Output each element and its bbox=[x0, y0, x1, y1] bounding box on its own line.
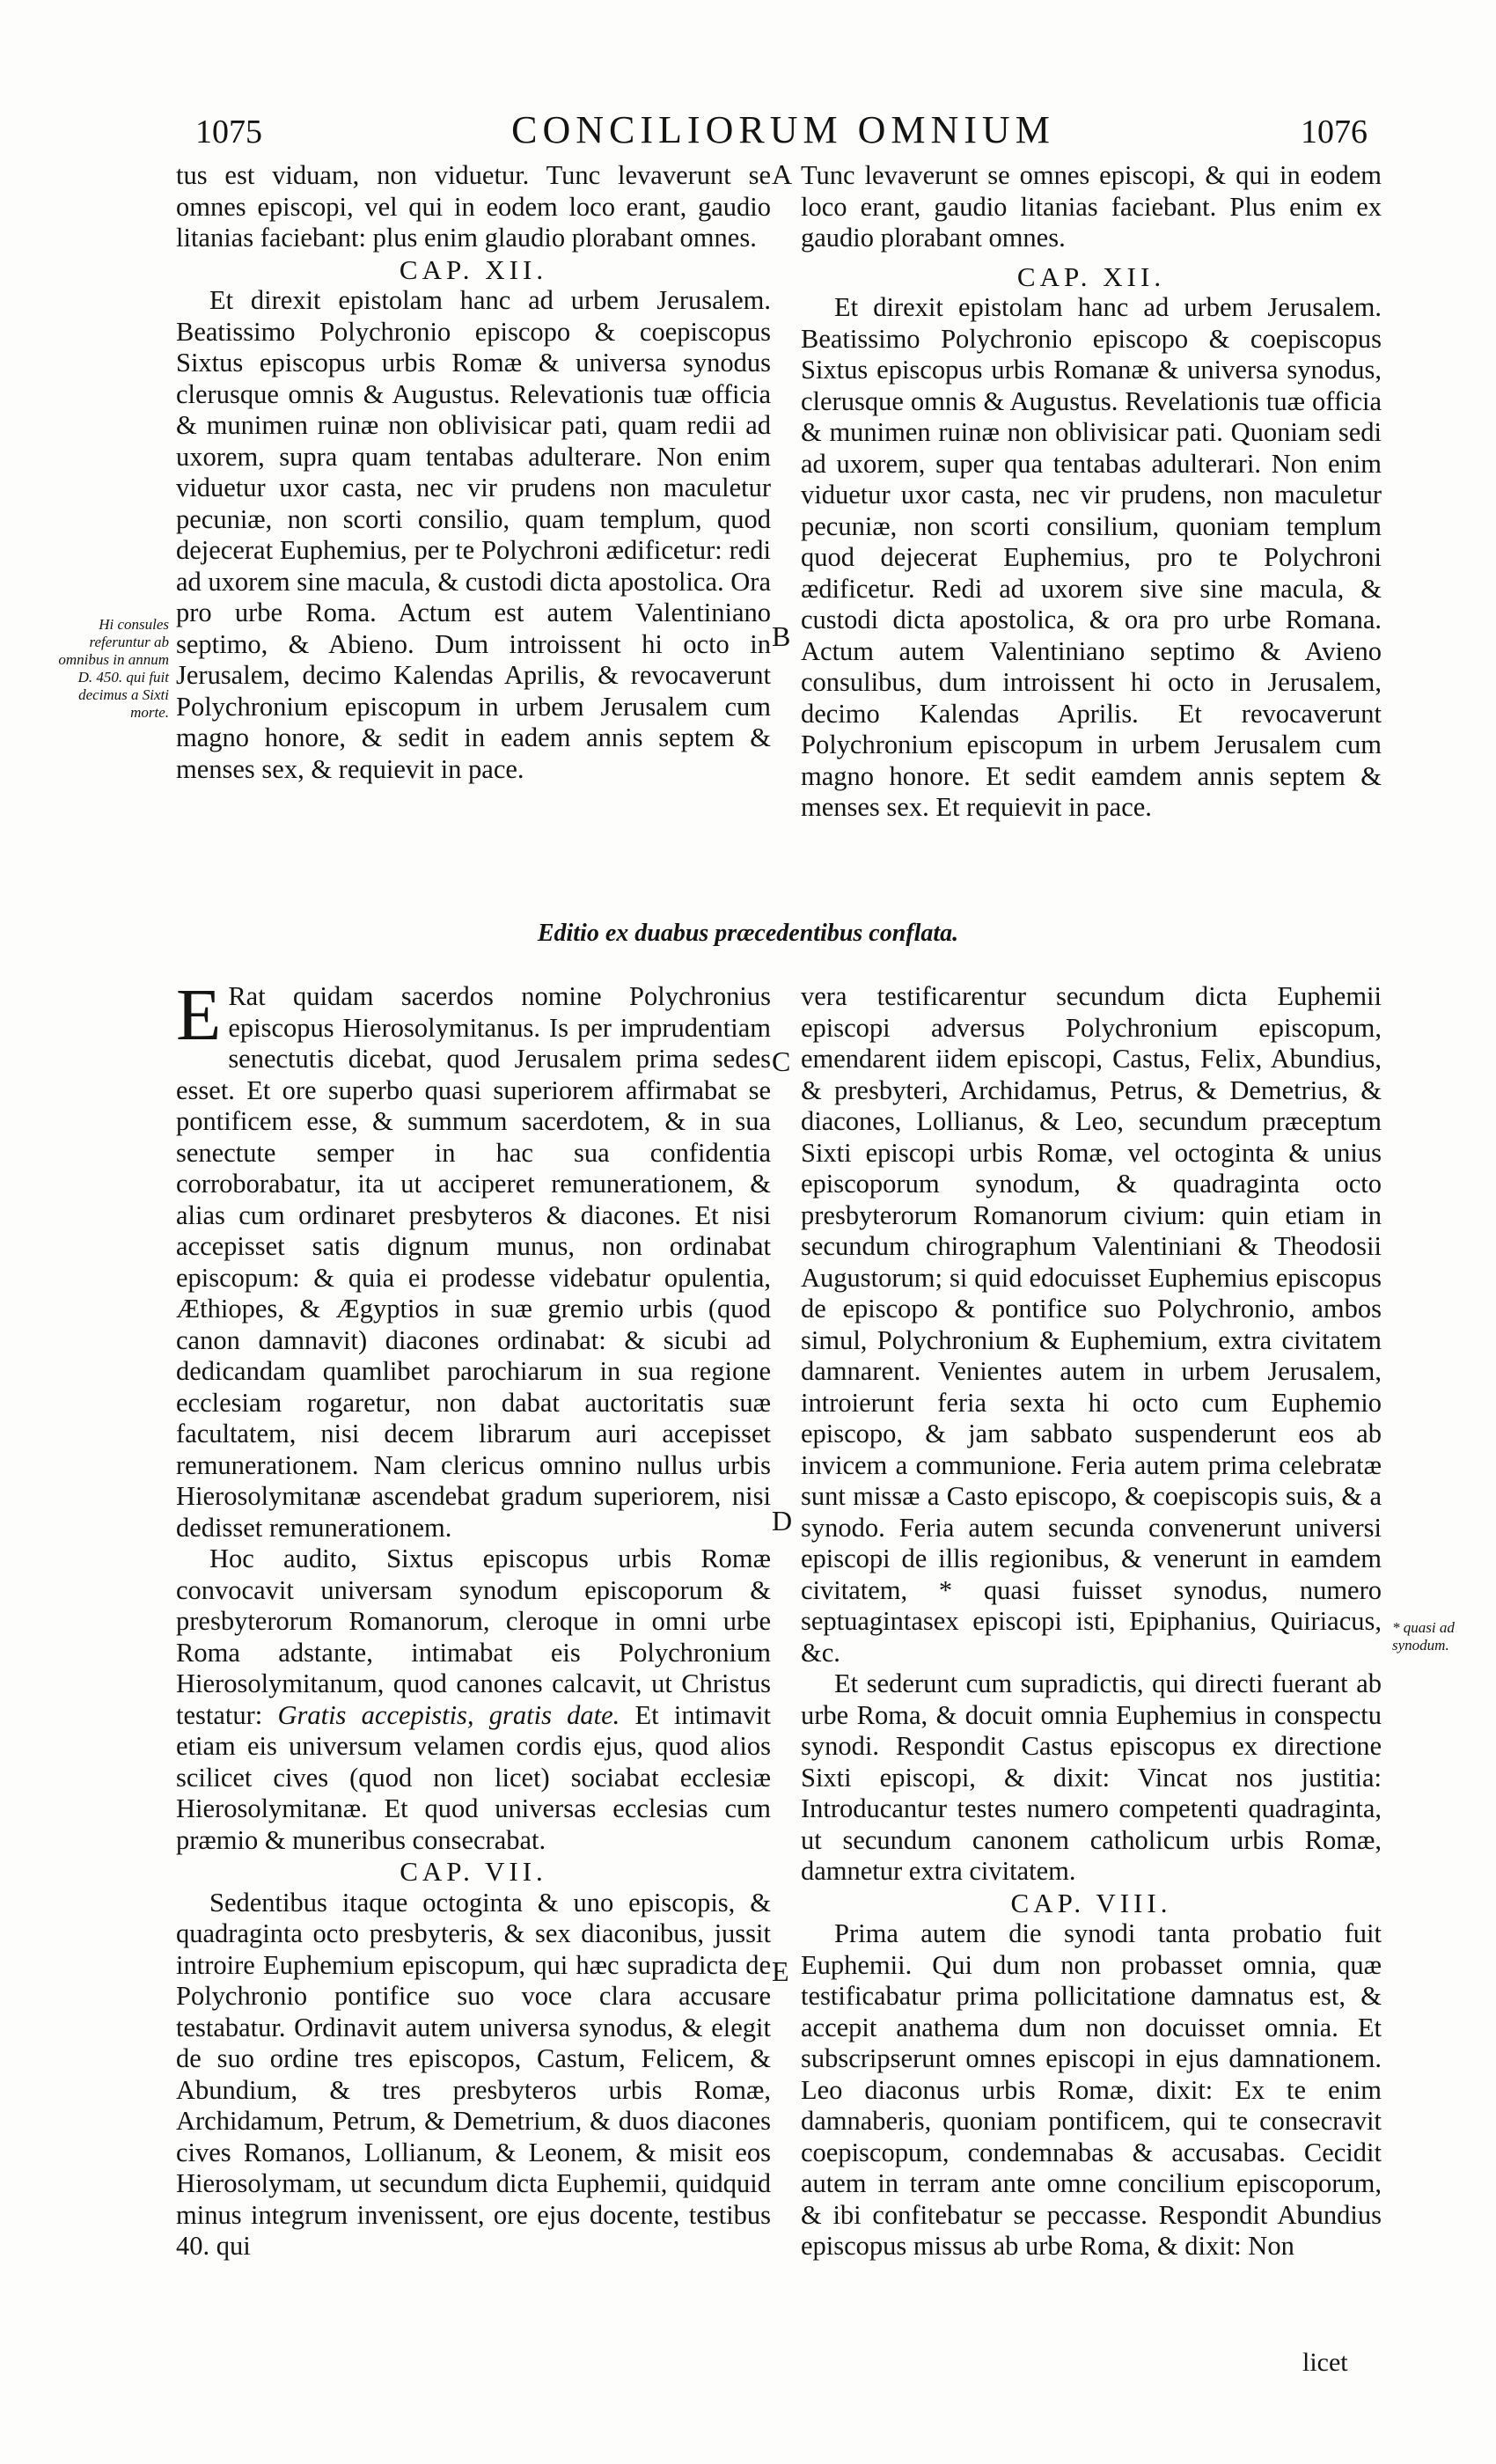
paragraph: tus est viduam, non viduetur. Tunc levaverunt se omnes episcopi, vel qui in eodem loco erant, gaudio litanias faciebant: plus enim glaudio plorabant omnes. bbox=[176, 160, 771, 253]
chapter-heading: CAP. VII. bbox=[400, 1856, 547, 1887]
paragraph: Tunc levaverunt se omnes episcopi, & qui in eodem loco erant, gaudio litanias faciebant. Plus enim ex gaudio plorabant omnes. bbox=[801, 160, 1382, 253]
edition-title: Editio ex duabus præcedentibus conflata. bbox=[537, 920, 959, 947]
section-letter-a: A bbox=[772, 158, 793, 190]
paragraph: Et direxit epistolam hanc ad urbem Jerusalem. Beatissimo Polychronio episcopo & coepiscopus Sixtus episcopus urbis Romanæ & universa synodus, clerusque omnis & Augustus. Revelationis tuæ officia & munimen ruinæ non oblivisicar pati. Quoniam sedi ad uxorem, super qua tentabas adulterari. Non enim viduetur uxor casta, nec vir prudens, non maculetur pecuniæ, non scorti consilium, quoniam templum quod dejecerat Euphemius, pro te Polychroni ædificetur. Redi ad uxorem sive sine macula, & custodi dicta apostolica, & ora pro urbe Romana. Actum autem Valentiniano septimo & Avieno consulibus, dum introissent hi octo in Jerusalem, decimo Kalendas Aprilis. Et revocaverunt Polychronium episcopum in urbem Jerusalem cum magno honore. Et sedit eamdem annis septem & menses sex. Et requievit in pace. bbox=[801, 292, 1382, 822]
paragraph: Et sederunt cum supradictis, qui directi fuerant ab urbe Roma, & docuit omnia Euphemius in conspectu synodi. Respondit Castus episcopus ex directione Sixti episcopi, & dixit: Vincat nos justitia: Introducantur testes numero competenti quadraginta, ut secundum canonem catholicum urbis Romæ, damnetur extra civitatem. bbox=[801, 1668, 1382, 1886]
scripture-quote: Gratis accepistis, gratis date. bbox=[277, 1699, 620, 1730]
page-number-left: 1075 bbox=[195, 114, 262, 150]
margin-note-left: Hi consules referuntur ab omnibus in annum D. 450. qui fuit decimus a Sixti morte. bbox=[58, 616, 169, 721]
catchword: licet bbox=[1302, 2348, 1348, 2377]
section-letter-c: C bbox=[772, 1045, 791, 1077]
margin-note-right: * quasi ad synodum. bbox=[1392, 1619, 1455, 1654]
left-column-bottom bbox=[176, 974, 771, 2262]
paragraph bbox=[176, 974, 771, 1544]
section-letter-e: E bbox=[772, 1955, 789, 1987]
chapter-heading: CAP. XII. bbox=[1016, 260, 1166, 292]
paragraph: Sedentibus itaque octoginta & uno episcopis, & quadraginta octo presbyteris, & sex diaconibus, jussit introire Euphemium episcopum, qui hæc supradicta de Polychronio pontifice suo voce clara accusare testabatur. Ordinavit autem universa synodus, & elegit de suo ordine tres episcopos, Castum, Felicem, & Abundium, & tres presbyteros urbis Romæ, Archidamum, Petrum, & Demetrium, & duos diacones cives Romanos, Lollianum, & Leonem, & misit eos Hierosolymam, ut secundum dicta Euphemii, quidquid minus integrum invenissent, ore ejus docente, testibus 40. qui bbox=[176, 1887, 771, 2261]
chapter-heading: CAP. XII. bbox=[399, 253, 548, 285]
page-number-right: 1076 bbox=[1301, 114, 1368, 150]
section-letter-b: B bbox=[772, 620, 791, 652]
left-column-top bbox=[176, 160, 771, 785]
paragraph: Et direxit epistolam hanc ad urbem Jerusalem. Beatissimo Polychronio episcopo & coepiscopus Sixtus episcopus urbis Romæ & universa synodus clerusque omnis & Augustus. Relevationis tuæ officia & munimen ruinæ non oblivisicar pati, quam redii ad uxorem, supra quam tentabas adulterare. Non enim viduetur uxor casta, nec vir prudens non maculetur pecuniæ, non scorti consilio, quam templum, quod dejecerat Euphemius, per te Polychroni ædificetur: redi ad uxorem sine macula, & custodi dicta apostolica. Ora pro urbe Roma. Actum est autem Valentiniano septimo, & Abieno. Dum introissent hi octo in Jerusalem, decimo Kalendas Aprilis, & revocaverunt Polychronium episcopum in urbem Jerusalem cum magno honore, & sedit in eadem annis septem & menses sex, & requievit in pace. bbox=[176, 285, 771, 784]
section-letter-d: D bbox=[772, 1505, 793, 1536]
paragraph-text: Hoc audito, Sixtus episcopus urbis Romæ convocavit universam synodum episcoporum & presbyterorum Romanorum, cleroque in omni urbe Roma adstante, intimabat eis Polychronium Hierosolymitanum, quod canones calcavit, ut Christus testatur: bbox=[176, 1544, 771, 1730]
paragraph-text: Et intimavit etiam eis universum velamen cordis ejus, quod alios scilicet cives (quod non licet) sociabat ecclesiæ Hierosolymitanæ. Et quod universas ecclesias cum præmio & muneribus consecrabat. bbox=[176, 1699, 771, 1855]
paragraph-text: Rat quidam sacerdos nomine Polychronius episcopus Hierosolymitanus. Is per imprudentiam senectutis dicebat, quod Jerusalem prima sedes esset. Et ore superbo quasi superiorem affirmabat se pontificem esse, & summum sacerdotem, & in sua senectute semper in hac sua confidentia corroborabatur, ita ut acciperet remunerationem, & alias cum ordinaret presbyteros & diacones. Et nisi accepisset satis dignum munus, non ordinabat episcopum: & quia ei prodesse videbatur opulentia, Æthiopes, & Ægyptios in suæ gremio urbis (quod canon damnavit) diacones ordinabat: & sicubi ad dedicandam quamlibet parochiarum in sua regione ecclesiam rogaretur, non dabat auctoritatis suæ facultatem, nisi decem librarum auri accepisset remunerationem. Nam clericus omnino nullus urbis Hierosolymitanæ ascendebat gradum superiorem, nisi dedisset remunerationem. bbox=[176, 981, 771, 1543]
running-head: CONCILIORUM OMNIUM bbox=[511, 108, 1055, 151]
paragraph: vera testificarentur secundum dicta Euphemii episcopi adversus Polychronium episcopum, emendarent iidem episcopi, Castus, Felix, Abundius, & presbyteri, Archidamus, Petrus, & Demetrius, & diacones, Lollianus, & Leo, secundum præceptum Sixti episcopi urbis Romæ, vel octoginta & unius episcoporum synodum, & quadraginta octo presbyterorum Romanorum civium: quin etiam in secundum chirographum Valentiniani & Theodosii Augustorum; si quid edocuisset Euphemius episcopus de episcopo & pontifice suo Polychronio, ambos simul, Polychronium & Euphemium, extra civitatem damnarent. Venientes autem in urbem Jerusalem, introierunt feria sexta hi octo cum Euphemio episcopo, & jam sabbato suspenderunt eos ab invicem a communione. Feria autem prima celebratæ sunt missæ a Casto episcopo, & coepiscopis suis, & a synodo. Feria autem secunda convenerunt universi episcopi de illis regionibus, & venerunt in eamdem civitatem, * quasi fuisset synodus, numero septuagintasex episcopi isti, Epiphanius, Quiriacus, &c. bbox=[801, 981, 1382, 1668]
chapter-heading: CAP. VIII. bbox=[1010, 1887, 1172, 1918]
paragraph bbox=[176, 1544, 771, 1856]
drop-cap: E bbox=[176, 974, 222, 1056]
paragraph: Prima autem die synodi tanta probatio fuit Euphemii. Qui dum non probasset omnia, quæ testificabatur prima pollicitatione damnatus est, & accepit anathema dum non docuisset omnia. Et subscripserunt omnes episcopi in ejus damnationem. Leo diaconus urbis Romæ, dixit: Ex te enim damnaberis, quoniam pontificem, qui te consecravit coepiscopum, condemnabas & accusabas. Cecidit autem in terram ante omne concilium episcoporum, & ibi confitebatur se peccasse. Respondit Abundius episcopus missus ab urbe Roma, & dixit: Non bbox=[801, 1918, 1382, 2261]
right-column-top bbox=[801, 160, 1382, 824]
right-column-bottom bbox=[801, 981, 1382, 2262]
